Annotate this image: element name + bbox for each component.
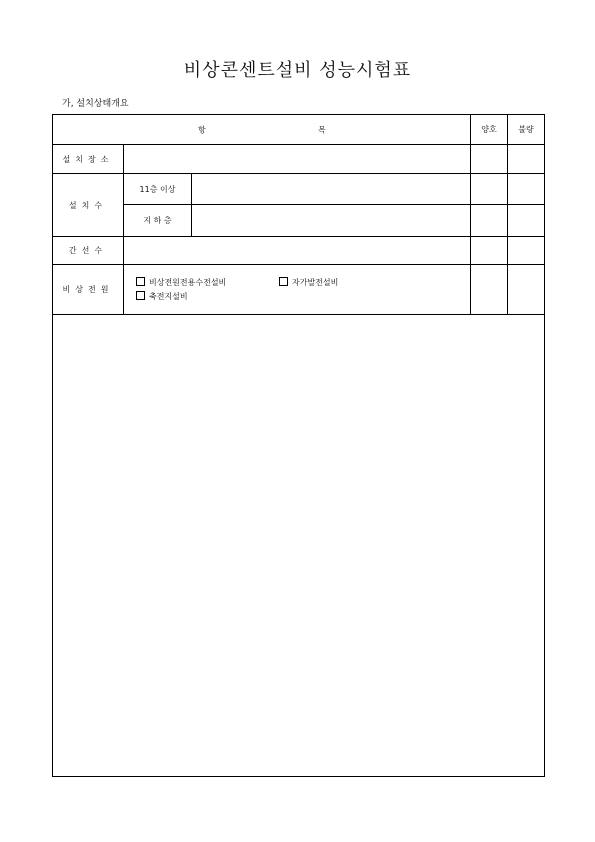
emergency-power-good[interactable]	[471, 265, 508, 315]
header-good: 양호	[471, 115, 508, 145]
main-line-count-label: 간선수	[53, 237, 124, 265]
option-battery[interactable]	[136, 290, 188, 304]
header-item-left: 항	[198, 125, 206, 134]
option-dedicated-power-label: 비상전원전용수전설비	[149, 277, 227, 287]
floors-11-above-good[interactable]	[471, 174, 508, 205]
floors-11-above-label: 11층 이상	[124, 174, 192, 205]
basement-value[interactable]	[192, 205, 471, 237]
option-generator-label: 자가발전설비	[292, 277, 339, 287]
install-location-bad[interactable]	[508, 145, 545, 174]
install-count-label: 설치수	[53, 174, 124, 237]
install-location-value[interactable]	[124, 145, 471, 174]
page-title: 비상콘센트설비 성능시험표	[183, 60, 412, 81]
floors-11-above-value[interactable]	[192, 174, 471, 205]
row-main-line-count	[53, 237, 545, 265]
notes-area[interactable]	[53, 315, 545, 777]
emergency-power-bad[interactable]	[508, 265, 545, 315]
basement-label: 지 하 층	[124, 205, 192, 237]
header-row	[53, 115, 545, 145]
section-label: 가, 설치상태개요	[62, 99, 129, 109]
main-line-count-value[interactable]	[124, 237, 471, 265]
row-install-count-lower	[53, 205, 545, 237]
checkbox-battery[interactable]	[136, 291, 145, 300]
checkbox-dedicated-power[interactable]	[136, 277, 145, 286]
option-generator[interactable]	[279, 276, 338, 290]
row-install-location	[53, 145, 545, 174]
basement-bad[interactable]	[508, 205, 545, 237]
row-notes	[53, 315, 545, 777]
option-battery-label: 축전지설비	[149, 291, 188, 301]
floors-11-above-bad[interactable]	[508, 174, 545, 205]
install-location-good[interactable]	[471, 145, 508, 174]
option-dedicated-power[interactable]	[136, 276, 279, 290]
row-install-count-upper	[53, 174, 545, 205]
emergency-power-label: 비상전원	[53, 265, 124, 315]
header-item-cell	[53, 115, 471, 145]
main-line-count-bad[interactable]	[508, 237, 545, 265]
row-emergency-power	[53, 265, 545, 315]
main-line-count-good[interactable]	[471, 237, 508, 265]
header-bad: 불량	[508, 115, 545, 145]
emergency-power-options	[124, 265, 471, 315]
basement-good[interactable]	[471, 205, 508, 237]
checkbox-generator[interactable]	[279, 277, 288, 286]
header-item-right: 목	[318, 125, 326, 134]
performance-test-table	[52, 114, 545, 777]
install-location-label: 설치장소	[53, 145, 124, 174]
